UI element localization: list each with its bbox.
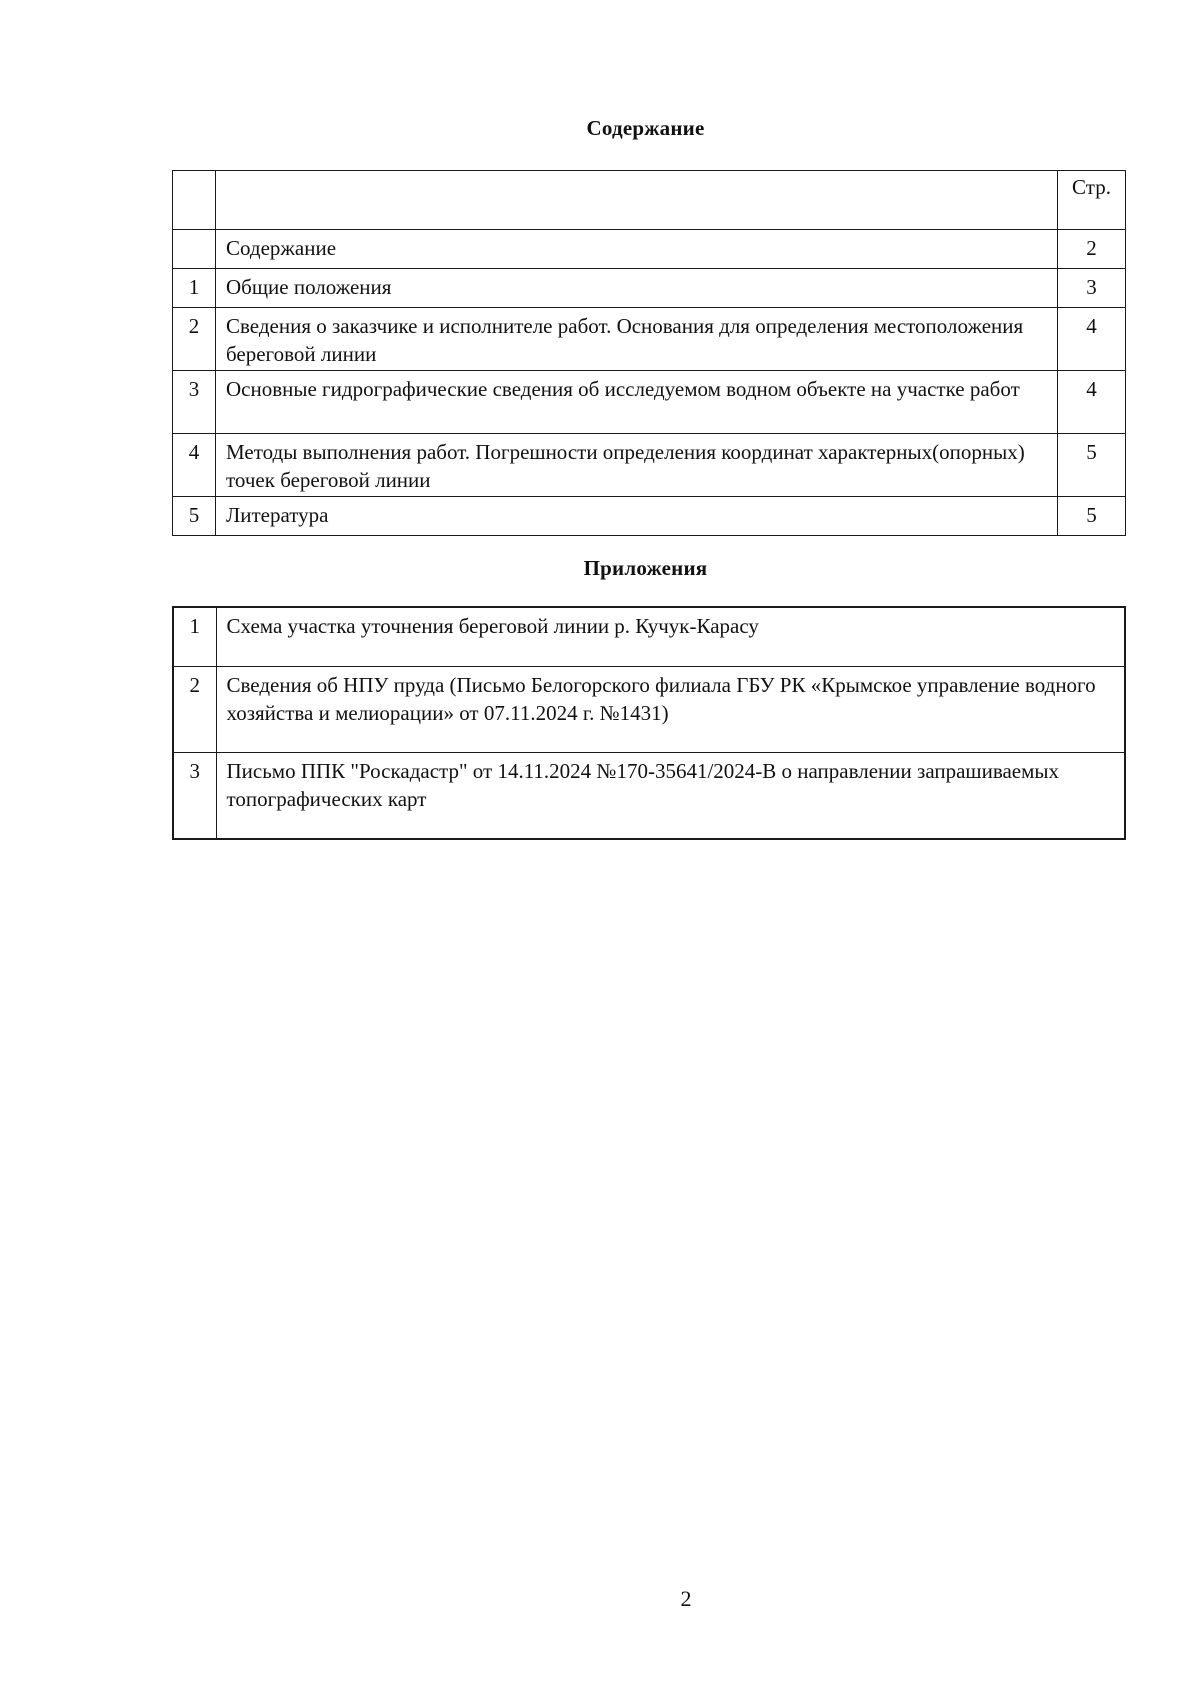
toc-row xyxy=(173,269,1126,308)
toc-row xyxy=(173,308,1126,371)
toc-header-num xyxy=(173,171,216,230)
appendix-row-num: 3 xyxy=(173,753,216,840)
toc-row-num: 3 xyxy=(173,371,216,434)
toc-row-page: 4 xyxy=(1058,371,1126,434)
toc-row-title: Основные гидрографические сведения об исследуемом водном объекте на участке работ xyxy=(216,371,1058,434)
toc-header-row xyxy=(173,171,1126,230)
toc-row xyxy=(173,497,1126,536)
toc-page-header: Стр. xyxy=(1058,171,1126,230)
appendix-row-num: 1 xyxy=(173,607,216,667)
toc-row-title: Сведения о заказчике и исполнителе работ. Основания для определения местоположения береговой линии xyxy=(216,308,1058,371)
toc-row-title: Методы выполнения работ. Погрешности определения координат характерных(опорных) точек береговой линии xyxy=(216,434,1058,497)
toc-table xyxy=(172,170,1126,536)
toc-row-page: 5 xyxy=(1058,434,1126,497)
appendix-row xyxy=(173,667,1125,753)
toc-row-num: 1 xyxy=(173,269,216,308)
toc-row-num xyxy=(173,230,216,269)
toc-row-num: 2 xyxy=(173,308,216,371)
appendix-row xyxy=(173,607,1125,667)
toc-title: Содержание xyxy=(586,116,705,140)
appendix-row-title: Письмо ППК "Роскадастр" от 14.11.2024 №170-35641/2024-В о направлении запрашиваемых топографических карт xyxy=(216,753,1125,840)
toc-row-title: Содержание xyxy=(216,230,1058,269)
toc-header-title xyxy=(216,171,1058,230)
toc-row xyxy=(173,230,1126,269)
appendix-row xyxy=(173,753,1125,840)
toc-row xyxy=(173,434,1126,497)
appendices-table xyxy=(172,606,1126,840)
toc-row-page: 5 xyxy=(1058,497,1126,536)
toc-row-page: 4 xyxy=(1058,308,1126,371)
toc-row-num: 5 xyxy=(173,497,216,536)
toc-row-title: Общие положения xyxy=(216,269,1058,308)
toc-row-title: Литература xyxy=(216,497,1058,536)
toc-row-page: 3 xyxy=(1058,269,1126,308)
toc-row xyxy=(173,371,1126,434)
appendices-title: Приложения xyxy=(583,556,708,580)
toc-row-num: 4 xyxy=(173,434,216,497)
toc-row-page: 2 xyxy=(1058,230,1126,269)
appendix-row-num: 2 xyxy=(173,667,216,753)
appendix-row-title: Сведения об НПУ пруда (Письмо Белогорского филиала ГБУ РК «Крымское управление водного хозяйства и мелиорации» от 07.11.2024 г. №1431) xyxy=(216,667,1125,753)
appendix-row-title: Схема участка уточнения береговой линии р. Кучук-Карасу xyxy=(216,607,1125,667)
page-number: 2 xyxy=(680,1586,692,1611)
